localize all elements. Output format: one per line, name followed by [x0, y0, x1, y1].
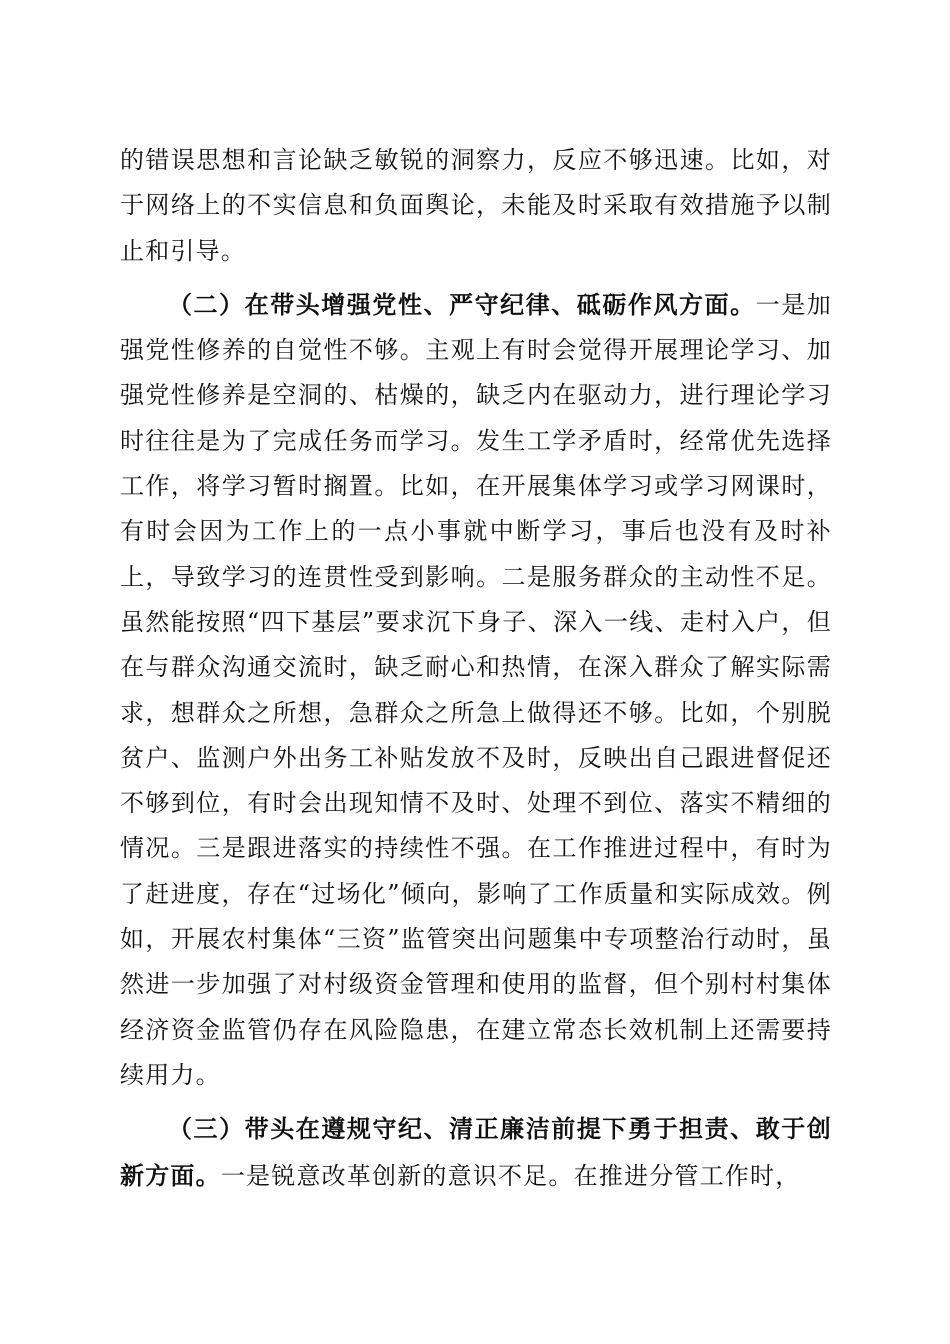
section-heading: （二）在带头增强党性、严守纪律、砥砺作风方面。	[168, 289, 756, 319]
paragraph-section-three	[120, 1106, 832, 1199]
document-body	[120, 138, 832, 1207]
paragraph-text: 的错误思想和言论缺乏敏锐的洞察力，反应不够迅速。比如，对于网络上的不实信息和负面舆论，未能及时采取有效措施予以制止和引导。	[120, 146, 832, 265]
paragraph-continuation	[120, 138, 832, 274]
paragraph-section-two	[120, 282, 832, 1098]
section-heading: （三）带头在遵规守纪、清正廉洁前提下勇于担责、敢于创新方面。	[120, 1114, 832, 1190]
paragraph-text: 一是加强党性修养的自觉性不够。主观上有时会觉得开展理论学习、加强党性修养是空洞的、枯燥的，缺乏内在驱动力，进行理论学习时往往是为了完成任务而学习。发生工学矛盾时，经常优先选择工作，将学习暂时搁置。比如，在开展集体学习或学习网课时，有时会因为工作上的一点小事就中断学习，事后也没有及时补上，导致学习的连贯性受到影响。二是服务群众的主动性不足。虽然能按照“四下基层”要求沉下身子、深入一线、走村入户，但在与群众沟通交流时，缺乏耐心和热情，在深入群众了解实际需求，想群众之所想，急群众之所急上做得还不够。比如，个别脱贫户、监测户外出务工补贴发放不及时，反映出自己跟进督促还不够到位，有时会出现知情不及时、处理不到位、落实不精细的情况。三是跟进落实的持续性不强。在工作推进过程中，有时为了赶进度，存在“过场化”倾向，影响了工作质量和实际成效。例如，开展农村集体“三资”监管突出问题集中专项整治行动时，虽然进一步加强了对村级资金管理和使用的监督，但个别村村集体经济资金监管仍存在风险隐患，在建立常态长效机制上还需要持续用力。	[120, 290, 832, 1089]
paragraph-text: 一是锐意改革创新的意识不足。在推进分管工作时，	[220, 1161, 801, 1190]
